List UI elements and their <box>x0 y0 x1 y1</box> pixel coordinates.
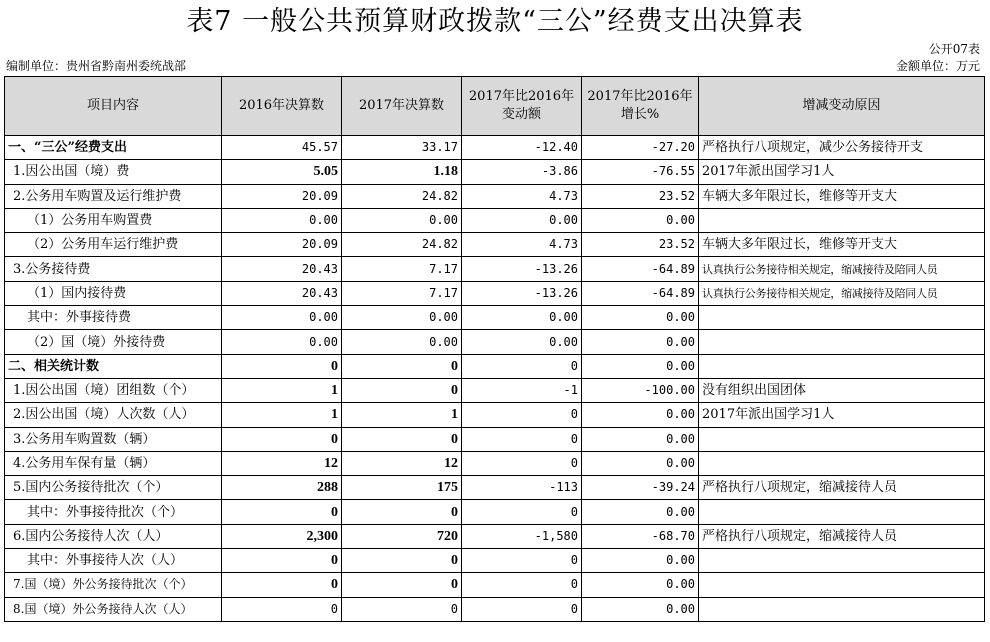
row-reason <box>699 306 985 330</box>
row-2017: 720 <box>342 524 462 548</box>
row-growth: 0.00 <box>582 500 699 524</box>
header-growth: 2017年比2016年增长% <box>582 77 699 136</box>
table-row <box>5 549 985 573</box>
row-change: 0 <box>462 403 582 427</box>
row-2016: 1 <box>222 378 342 402</box>
row-change: -13.26 <box>462 281 582 305</box>
row-2016: 20.09 <box>222 233 342 257</box>
table-row <box>5 330 985 354</box>
row-reason: 严格执行八项规定，缩减接待人员 <box>699 524 985 548</box>
row-change: 4.73 <box>462 184 582 208</box>
expenditure-table <box>4 76 985 622</box>
row-item: 2.因公出国（境）人次数（人） <box>5 403 222 427</box>
row-item: 其中：外事接待批次（个） <box>5 500 222 524</box>
row-2016: 45.57 <box>222 136 342 160</box>
row-reason <box>699 427 985 451</box>
row-2017: 0 <box>342 549 462 573</box>
row-2017: 0 <box>342 354 462 378</box>
row-2016: 0 <box>222 549 342 573</box>
row-2017: 0.00 <box>342 306 462 330</box>
row-2016: 0 <box>222 573 342 597</box>
row-change: -1 <box>462 378 582 402</box>
table-row <box>5 476 985 500</box>
row-growth: 0.00 <box>582 597 699 621</box>
row-2016: 20.09 <box>222 184 342 208</box>
row-growth: 23.52 <box>582 184 699 208</box>
row-item: 2.公务用车购置及运行维护费 <box>5 184 222 208</box>
table-row <box>5 403 985 427</box>
table-row <box>5 354 985 378</box>
header-row <box>5 77 985 136</box>
row-item: （1）国内接待费 <box>5 281 222 305</box>
row-2016: 0.00 <box>222 306 342 330</box>
row-2017: 7.17 <box>342 257 462 281</box>
row-2017: 1.18 <box>342 160 462 184</box>
row-reason: 没有组织出国团体 <box>699 378 985 402</box>
row-reason: 认真执行公务接待相关规定，缩减接待及陪同人员 <box>699 257 985 281</box>
row-growth: 0.00 <box>582 330 699 354</box>
row-change: 0 <box>462 451 582 475</box>
row-2017: 7.17 <box>342 281 462 305</box>
row-growth: -76.55 <box>582 160 699 184</box>
row-growth: -39.24 <box>582 476 699 500</box>
row-growth: 0.00 <box>582 306 699 330</box>
row-change: 0.00 <box>462 208 582 232</box>
row-change: 0.00 <box>462 330 582 354</box>
row-2016: 0.00 <box>222 330 342 354</box>
row-2017: 0 <box>342 597 462 621</box>
row-reason: 严格执行八项规定，缩减接待人员 <box>699 476 985 500</box>
row-item: 8.国（境）外公务接待人次（人） <box>5 597 222 621</box>
row-item: 4.公务用车保有量（辆） <box>5 451 222 475</box>
row-2017: 0.00 <box>342 330 462 354</box>
row-change: 0 <box>462 354 582 378</box>
row-reason <box>699 597 985 621</box>
row-change: 0 <box>462 427 582 451</box>
row-reason <box>699 573 985 597</box>
row-growth: -27.20 <box>582 136 699 160</box>
row-2016: 20.43 <box>222 281 342 305</box>
row-2016: 20.43 <box>222 257 342 281</box>
row-change: 4.73 <box>462 233 582 257</box>
row-growth: 23.52 <box>582 233 699 257</box>
row-growth: -68.70 <box>582 524 699 548</box>
row-2016: 1 <box>222 403 342 427</box>
table-row <box>5 136 985 160</box>
money-unit: 金额单位：万元 <box>895 59 980 73</box>
row-growth: 0.00 <box>582 354 699 378</box>
row-change: -13.26 <box>462 257 582 281</box>
row-change: 0 <box>462 573 582 597</box>
row-2017: 0 <box>342 573 462 597</box>
row-reason: 2017年派出国学习1人 <box>699 403 985 427</box>
table-code: 公开07表 <box>928 42 980 56</box>
row-reason <box>699 330 985 354</box>
row-reason <box>699 500 985 524</box>
row-growth: -64.89 <box>582 257 699 281</box>
row-2016: 0 <box>222 597 342 621</box>
row-reason: 严格执行八项规定，减少公务接待开支 <box>699 136 985 160</box>
row-item: 一、“三公”经费支出 <box>5 136 222 160</box>
row-item: （1）公务用车购置费 <box>5 208 222 232</box>
row-item: 3.公务用车购置数（辆） <box>5 427 222 451</box>
header-2016: 2016年决算数 <box>222 77 342 136</box>
table-row <box>5 524 985 548</box>
row-2017: 1 <box>342 403 462 427</box>
row-reason <box>699 451 985 475</box>
header-item: 项目内容 <box>5 77 222 136</box>
row-2017: 33.17 <box>342 136 462 160</box>
row-2016: 0.00 <box>222 208 342 232</box>
row-item: 其中：外事接待人次（人） <box>5 549 222 573</box>
row-change: 0 <box>462 549 582 573</box>
row-growth: 0.00 <box>582 403 699 427</box>
row-item: 1.因公出国（境）费 <box>5 160 222 184</box>
table-row <box>5 427 985 451</box>
table-row <box>5 160 985 184</box>
header-2017: 2017年决算数 <box>342 77 462 136</box>
row-item: 6.国内公务接待人次（人） <box>5 524 222 548</box>
row-change: 0.00 <box>462 306 582 330</box>
table-row <box>5 378 985 402</box>
table-row <box>5 281 985 305</box>
row-item: 其中：外事接待费 <box>5 306 222 330</box>
row-reason: 2017年派出国学习1人 <box>699 160 985 184</box>
table-row <box>5 233 985 257</box>
row-2017: 0 <box>342 500 462 524</box>
row-2016: 5.05 <box>222 160 342 184</box>
row-reason <box>699 354 985 378</box>
row-2016: 0 <box>222 500 342 524</box>
row-reason <box>699 549 985 573</box>
row-item: 1.因公出国（境）团组数（个） <box>5 378 222 402</box>
table-row <box>5 257 985 281</box>
row-2017: 24.82 <box>342 233 462 257</box>
row-2016: 0 <box>222 354 342 378</box>
row-growth: -100.00 <box>582 378 699 402</box>
row-2017: 0.00 <box>342 208 462 232</box>
page-title: 表7 一般公共预算财政拨款“三公”经费支出决算表 <box>186 6 804 37</box>
row-item: （2）公务用车运行维护费 <box>5 233 222 257</box>
row-item: （2）国（境）外接待费 <box>5 330 222 354</box>
row-item: 二、相关统计数 <box>5 354 222 378</box>
table-row <box>5 184 985 208</box>
row-change: -12.40 <box>462 136 582 160</box>
row-change: -1,580 <box>462 524 582 548</box>
row-growth: -64.89 <box>582 281 699 305</box>
row-reason <box>699 208 985 232</box>
row-item: 3.公务接待费 <box>5 257 222 281</box>
table-row <box>5 306 985 330</box>
row-growth: 0.00 <box>582 208 699 232</box>
row-2016: 0 <box>222 427 342 451</box>
row-reason: 车辆大多年限过长，维修等开支大 <box>699 184 985 208</box>
row-2017: 24.82 <box>342 184 462 208</box>
row-growth: 0.00 <box>582 451 699 475</box>
row-change: 0 <box>462 500 582 524</box>
row-change: -3.86 <box>462 160 582 184</box>
table-row <box>5 451 985 475</box>
header-change: 2017年比2016年变动额 <box>462 77 582 136</box>
row-item: 5.国内公务接待批次（个） <box>5 476 222 500</box>
table-row <box>5 573 985 597</box>
row-item: 7.国（境）外公务接待批次（个） <box>5 573 222 597</box>
row-2016: 288 <box>222 476 342 500</box>
row-2017: 0 <box>342 427 462 451</box>
org-unit: 编制单位：贵州省黔南州委统战部 <box>6 59 187 73</box>
row-growth: 0.00 <box>582 427 699 451</box>
row-change: 0 <box>462 597 582 621</box>
table-row <box>5 208 985 232</box>
table-row <box>5 500 985 524</box>
header-reason: 增减变动原因 <box>699 77 985 136</box>
row-2016: 2,300 <box>222 524 342 548</box>
table-row <box>5 597 985 621</box>
row-change: -113 <box>462 476 582 500</box>
row-reason: 认真执行公务接待相关规定，缩减接待及陪同人员 <box>699 281 985 305</box>
row-growth: 0.00 <box>582 573 699 597</box>
row-2016: 12 <box>222 451 342 475</box>
row-reason: 车辆大多年限过长，维修等开支大 <box>699 233 985 257</box>
row-2017: 175 <box>342 476 462 500</box>
row-2017: 0 <box>342 378 462 402</box>
row-growth: 0.00 <box>582 549 699 573</box>
row-2017: 12 <box>342 451 462 475</box>
